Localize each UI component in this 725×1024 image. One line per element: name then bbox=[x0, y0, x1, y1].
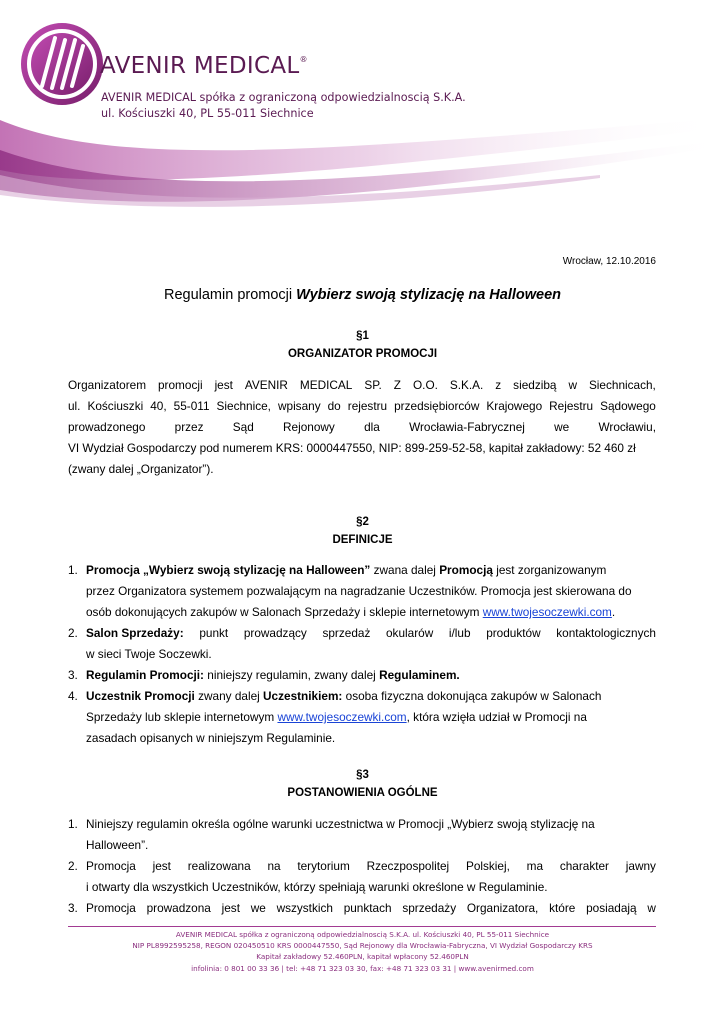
word: Krajowego bbox=[486, 399, 543, 413]
word: na bbox=[267, 859, 281, 873]
word: wpisany bbox=[277, 399, 321, 413]
word: jawny bbox=[625, 859, 656, 873]
word: prowadzący bbox=[243, 626, 307, 640]
document-date: Wrocław, 12.10.2016 bbox=[562, 256, 656, 267]
promotion-name: Wybierz swoją stylizację na Halloween bbox=[296, 287, 562, 303]
company-address-line: ul. Kościuszki 40, PL 55-011 Siechnice bbox=[101, 107, 314, 120]
general-provision-1: 1. Niniejszy regulamin określa ogólne warunki uczestnictwa w Promocji „Wybierz swoją stylizację na Halloween”. bbox=[68, 817, 595, 852]
word: Siechnicach, bbox=[588, 378, 656, 392]
word: Z bbox=[393, 378, 402, 392]
word: w bbox=[568, 378, 577, 392]
word: Rejestru bbox=[549, 399, 594, 413]
word: dla bbox=[364, 420, 380, 434]
avenir-logo-icon bbox=[24, 26, 100, 102]
general-provision-2: 2. Promocja jest realizowana na terytorium Rzeczpospolitej Polskiej, ma charakter jawny i otwarty dla wszystkich Uczestników, którzy spełniają warunki określone w Regulaminie. bbox=[68, 856, 656, 898]
word: Kościuszki bbox=[87, 399, 144, 413]
word: kontaktologicznych bbox=[556, 626, 656, 640]
word: do bbox=[327, 399, 341, 413]
word: Promocja bbox=[86, 901, 136, 915]
section-1-paragraph bbox=[68, 375, 656, 480]
definition-item-4: 4. Uczestnik Promocji zwany dalej Uczestnikiem: osoba fizyczna dokonująca zakupów w Salonach Sprzedaży lub sklepie internetowym www.twojesoczewki.com, która wzięła udział w Promocji na zasadach opisanych w niniejszym Regulaminie. bbox=[68, 689, 602, 745]
section-1-heading: §1 ORGANIZATOR PROMOCJI bbox=[287, 330, 438, 360]
general-provision-3: 3. Promocja prowadzona jest we wszystkich punktach sprzedaży Organizatora, które posiadają w bbox=[68, 898, 656, 919]
brand-name: AVENIR MEDICAL® bbox=[100, 53, 308, 79]
word: w bbox=[647, 901, 656, 915]
header-swoosh bbox=[0, 118, 725, 207]
document-title: Regulamin promocji Wybierz swoją stylizację na Halloween bbox=[163, 287, 562, 303]
section-2-heading: §2 DEFINICJE bbox=[332, 516, 393, 546]
word: 40, bbox=[150, 399, 167, 413]
word: realizowana bbox=[187, 859, 251, 873]
footer-company: AVENIR MEDICAL spółka z ograniczoną odpowiedzialnoscią S.K.A. ul. Kościuszki 40, PL 55-011 Siechnice bbox=[175, 930, 550, 939]
word: przedsiębiorców bbox=[394, 399, 480, 413]
s1-line-1 bbox=[68, 375, 656, 396]
word: Rzeczpospolitej bbox=[366, 859, 450, 873]
word: posiadają bbox=[586, 901, 637, 915]
word: O.O. bbox=[412, 378, 438, 392]
word: Organizatora, bbox=[466, 901, 539, 915]
section-3-heading: §3 POSTANOWIENIA OGÓLNE bbox=[287, 769, 438, 799]
definition-item-3: 3. Regulamin Promocji: niniejszy regulamin, zwany dalej Regulaminem. bbox=[68, 668, 460, 682]
word: ul. bbox=[68, 399, 81, 413]
s1-line-5: (zwany dalej „Organizator”). bbox=[68, 462, 214, 476]
word: charakter bbox=[559, 859, 609, 873]
word: przez bbox=[174, 420, 204, 434]
word: prowadzona bbox=[146, 901, 211, 915]
word: Organizatorem bbox=[68, 378, 147, 392]
word: Rejonowy bbox=[283, 420, 335, 434]
word: SP. bbox=[364, 378, 382, 392]
word: prowadzonego bbox=[68, 420, 146, 434]
twojesoczewki-link[interactable]: www.twojesoczewki.com bbox=[482, 605, 612, 619]
word: produktów bbox=[486, 626, 541, 640]
word: ma bbox=[526, 859, 544, 873]
word: Polskiej, bbox=[465, 859, 510, 873]
word: i/lub bbox=[448, 626, 471, 640]
footer-divider bbox=[68, 926, 656, 927]
word: S.K.A. bbox=[449, 378, 484, 392]
word: rejestru bbox=[347, 399, 388, 413]
word: Promocja bbox=[86, 859, 136, 873]
word: we bbox=[250, 901, 266, 915]
word: jest bbox=[221, 901, 240, 915]
s1-line-2 bbox=[68, 396, 656, 417]
word: okularów bbox=[386, 626, 434, 640]
definition-item-2: 2. Salon Sprzedaży: punkt prowadzący sprzedaż okularów i/lub produktów kontaktologicznych w sieci Twoje Soczewki. bbox=[68, 623, 656, 665]
word: terytorium bbox=[297, 859, 350, 873]
footer-contact: infolinia: 0 801 00 33 36 | tel: +48 71 323 03 30, fax: +48 71 323 03 31 | www.avenirmed.com bbox=[191, 964, 534, 973]
word: sprzedaży bbox=[402, 901, 457, 915]
word: jest bbox=[214, 378, 233, 392]
word: wszystkich bbox=[276, 901, 333, 915]
twojesoczewki-link-2[interactable]: www.twojesoczewki.com bbox=[277, 710, 407, 724]
word: Sądowego bbox=[600, 399, 656, 413]
s1-line-3 bbox=[68, 417, 656, 438]
definition-item-1: 1. Promocja „Wybierz swoją stylizację na Halloween” zwana dalej Promocją jest zorganizowanym przez Organizatora systemem pozwalającym na nagradzanie Uczestników. Promocja jest skierowana do osób dokonujących zakupów w Salonach Sprzedaży i sklepie internetowym www.twojesoczewki.com. bbox=[68, 563, 632, 619]
s1-line-4: VI Wydział Gospodarczy pod numerem KRS: 0000447550, NIP: 899-259-52-58, kapitał zakładowy: 52 460 zł bbox=[68, 441, 636, 455]
word: siedzibą bbox=[513, 378, 557, 392]
word: jest bbox=[152, 859, 171, 873]
word: Sąd bbox=[232, 420, 254, 434]
word: z bbox=[495, 378, 502, 392]
company-name-line: AVENIR MEDICAL spółka z ograniczoną odpowiedzialnoscią S.K.A. bbox=[101, 91, 466, 104]
word: we bbox=[554, 420, 570, 434]
word: 55-011 bbox=[173, 399, 210, 413]
word: MEDICAL bbox=[299, 378, 353, 392]
word: Wrocławia-Fabrycznej bbox=[409, 420, 525, 434]
word: Siechnice, bbox=[216, 399, 271, 413]
word: sprzedaż bbox=[322, 626, 371, 640]
registered-mark: ® bbox=[299, 55, 308, 64]
word: punktach bbox=[343, 901, 392, 915]
word: AVENIR bbox=[244, 378, 288, 392]
word: Wrocławiu, bbox=[598, 420, 656, 434]
footer-registry: NIP PL8992595258, REGON 020450510 KRS 0000447550, Sąd Rejonowy dla Wrocławia-Fabryczna, VI Wydział Gospodarczy KRS bbox=[132, 941, 593, 950]
footer-capital: Kapitał zakładowy 52.460PLN, kapitał wpłacony 52.460PLN bbox=[256, 952, 469, 961]
word: punkt bbox=[199, 626, 229, 640]
word: promocji bbox=[158, 378, 203, 392]
word: które bbox=[549, 901, 576, 915]
